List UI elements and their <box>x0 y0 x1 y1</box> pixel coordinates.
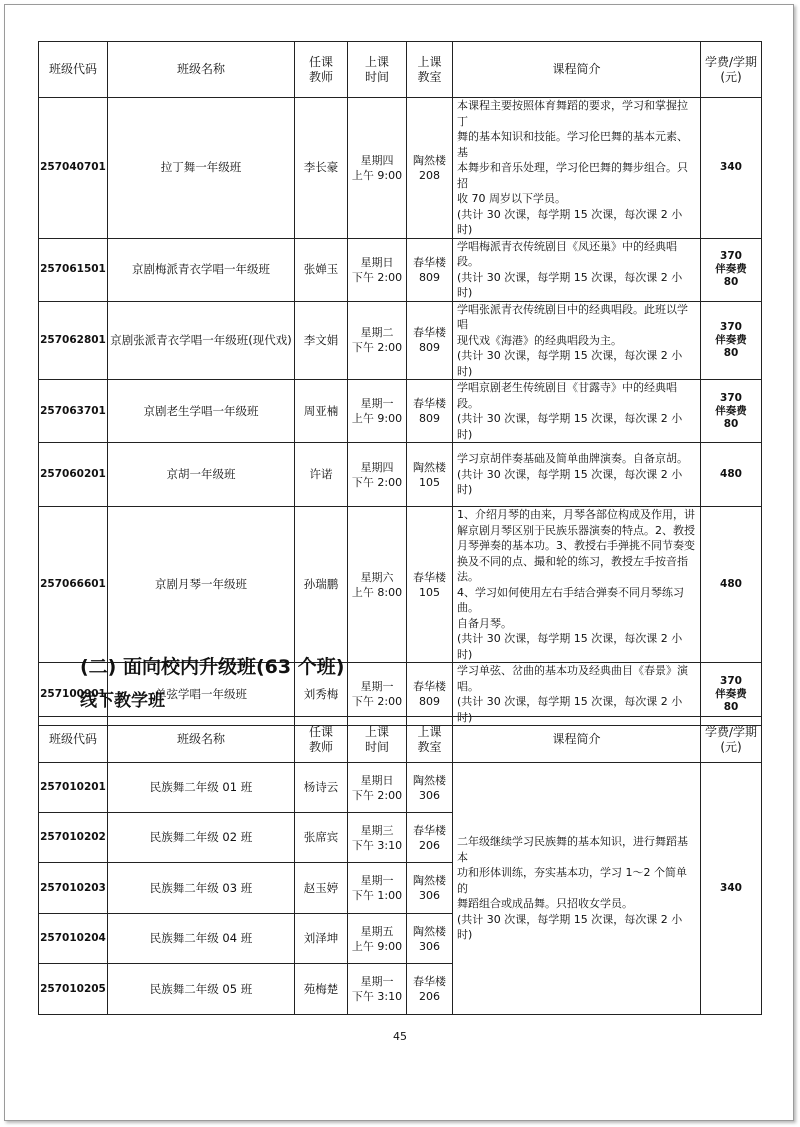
course-description: 学习单弦、岔曲的基本功及经典曲目《春景》演唱。 (共计 30 次课，每学期 15 次课，每次课 2 小时) <box>453 663 701 726</box>
class-room: 陶然楼 306 <box>407 863 453 914</box>
class-room: 陶然楼 306 <box>407 914 453 964</box>
class-code: 257010203 <box>39 863 108 914</box>
tuition-fee: 370 伴奏费 80 <box>701 380 762 443</box>
header-teacher: 任课 教师 <box>295 717 348 763</box>
header-code: 班级代码 <box>39 717 108 763</box>
class-room: 春华楼 206 <box>407 964 453 1015</box>
class-name: 民族舞二年级 01 班 <box>108 763 295 813</box>
class-room: 春华楼 206 <box>407 813 453 863</box>
header-name: 班级名称 <box>108 717 295 763</box>
course-description: 学唱梅派青衣传统剧目《凤还巢》中的经典唱段。 (共计 30 次课，每学期 15 次课，每次课 2 小时) <box>453 238 701 301</box>
class-name: 京剧张派青衣学唱一年级班(现代戏) <box>108 301 295 380</box>
class-name: 民族舞二年级 05 班 <box>108 964 295 1015</box>
tuition-fee: 370 伴奏费 80 <box>701 301 762 380</box>
header-teacher: 任课 教师 <box>295 42 348 98</box>
class-room: 春华楼 809 <box>407 238 453 301</box>
teacher-name: 李长豪 <box>295 98 348 239</box>
class-time: 星期日 下午 2:00 <box>348 238 407 301</box>
header-desc: 课程简介 <box>453 717 701 763</box>
teacher-name: 周亚楠 <box>295 380 348 443</box>
table-row <box>39 380 762 443</box>
header-room: 上课 教室 <box>407 717 453 763</box>
class-time: 星期五 上午 9:00 <box>348 914 407 964</box>
class-time: 星期一 下午 1:00 <box>348 863 407 914</box>
class-room: 陶然楼 105 <box>407 443 453 507</box>
header-name: 班级名称 <box>108 42 295 98</box>
class-time: 星期一 下午 3:10 <box>348 964 407 1015</box>
class-code: 257061501 <box>39 238 108 301</box>
class-name: 民族舞二年级 02 班 <box>108 813 295 863</box>
course-description: 二年级继续学习民族舞的基本知识，进行舞蹈基本 功和形体训练，夯实基本功，学习 1～2 个简单的 舞蹈组合或成品舞。只招收女学员。 (共计 30 次课，每学期 15 次课，每次课 2 小时) <box>453 763 701 1015</box>
class-time: 星期三 下午 3:10 <box>348 813 407 863</box>
header-room: 上课 教室 <box>407 42 453 98</box>
course-table-2 <box>38 716 762 1015</box>
class-time: 星期六 上午 8:00 <box>348 507 407 663</box>
class-room: 春华楼 809 <box>407 380 453 443</box>
table-row <box>39 301 762 380</box>
table-row <box>39 443 762 507</box>
class-code: 257063701 <box>39 380 108 443</box>
class-code: 257060201 <box>39 443 108 507</box>
course-description: 学唱张派青衣传统剧目中的经典唱段。此班以学唱 现代戏《海港》的经典唱段为主。 (共计 30 次课，每学期 15 次课，每次课 2 小时) <box>453 301 701 380</box>
class-room: 春华楼 809 <box>407 301 453 380</box>
class-time: 星期一 上午 9:00 <box>348 380 407 443</box>
teacher-name: 赵玉婷 <box>295 863 348 914</box>
class-code: 257010202 <box>39 813 108 863</box>
class-name: 京剧月琴一年级班 <box>108 507 295 663</box>
class-time: 星期四 上午 9:00 <box>348 98 407 239</box>
class-code: 257010205 <box>39 964 108 1015</box>
class-code: 257040701 <box>39 98 108 239</box>
class-code: 257066601 <box>39 507 108 663</box>
tuition-fee: 480 <box>701 507 762 663</box>
course-description: 学唱京剧老生传统剧目《甘露寺》中的经典唱段。 (共计 30 次课，每学期 15 次课，每次课 2 小时) <box>453 380 701 443</box>
teacher-name: 苑梅楚 <box>295 964 348 1015</box>
class-time: 星期二 下午 2:00 <box>348 301 407 380</box>
course-table-1 <box>38 41 762 726</box>
class-name: 京剧梅派青衣学唱一年级班 <box>108 238 295 301</box>
header-fee: 学费/学期 (元) <box>701 717 762 763</box>
tuition-fee: 480 <box>701 443 762 507</box>
teacher-name: 刘秀梅 <box>295 663 348 726</box>
class-time: 星期日 下午 2:00 <box>348 763 407 813</box>
course-description: 学习京胡伴奏基础及简单曲牌演奏。自备京胡。 (共计 30 次课，每学期 15 次课，每次课 2 小时) <box>453 443 701 507</box>
class-room: 春华楼 809 <box>407 663 453 726</box>
table-row <box>39 763 762 813</box>
table-row <box>39 98 762 239</box>
class-time: 星期四 下午 2:00 <box>348 443 407 507</box>
header-code: 班级代码 <box>39 42 108 98</box>
class-code: 257100901 <box>39 663 108 726</box>
class-room: 陶然楼 208 <box>407 98 453 239</box>
class-name: 拉丁舞一年级班 <box>108 98 295 239</box>
teacher-name: 许诺 <box>295 443 348 507</box>
class-room: 春华楼 105 <box>407 507 453 663</box>
class-room: 陶然楼 306 <box>407 763 453 813</box>
tuition-fee: 370 伴奏费 80 <box>701 663 762 726</box>
header-time: 上课 时间 <box>348 42 407 98</box>
teacher-name: 刘泽坤 <box>295 914 348 964</box>
header-desc: 课程简介 <box>453 42 701 98</box>
class-name: 民族舞二年级 04 班 <box>108 914 295 964</box>
table-row <box>39 238 762 301</box>
tuition-fee: 340 <box>701 763 762 1015</box>
course-description: 1、介绍月琴的由来，月琴各部位构成及作用，讲 解京剧月琴区别于民族乐器演奏的特点。2、教授 月琴弹奏的基本功。3、教授右手弹挑不同节奏变 换及不同的点、撮和轮的练习，教授左手按音指法。 4、学习如何使用左右手结合弹奏不同月琴练习曲。 自备月琴。 (共计 30 次课，每学期 15 次课，每次课 2 小时) <box>453 507 701 663</box>
teacher-name: 杨诗云 <box>295 763 348 813</box>
class-name: 民族舞二年级 03 班 <box>108 863 295 914</box>
header-time: 上课 时间 <box>348 717 407 763</box>
class-code: 257010204 <box>39 914 108 964</box>
class-name: 京胡一年级班 <box>108 443 295 507</box>
teacher-name: 张席宾 <box>295 813 348 863</box>
table-row <box>39 507 762 663</box>
teacher-name: 张婵玉 <box>295 238 348 301</box>
header-fee: 学费/学期 (元) <box>701 42 762 98</box>
page-number: 45 <box>393 1030 407 1043</box>
header-row <box>39 42 762 98</box>
course-description: 本课程主要按照体育舞蹈的要求，学习和掌握拉丁 舞的基本知识和技能。学习伦巴舞的基本元素、基 本舞步和音乐处理，学习伦巴舞的舞步组合。只招 收 70 周岁以下学员。 (共计 30 次课，每学期 15 次课，每次课 2 小时) <box>453 98 701 239</box>
sub-title: 线下教学班 <box>80 691 165 711</box>
class-time: 星期一 下午 2:00 <box>348 663 407 726</box>
teacher-name: 李文娟 <box>295 301 348 380</box>
teacher-name: 孙瑞鹏 <box>295 507 348 663</box>
tuition-fee: 340 <box>701 98 762 239</box>
section-title: (二) 面向校内升级班(63 个班) <box>80 656 345 678</box>
header-row <box>39 717 762 763</box>
class-name: 京剧老生学唱一年级班 <box>108 380 295 443</box>
class-code: 257062801 <box>39 301 108 380</box>
class-name: 单弦学唱一年级班 <box>108 663 295 726</box>
tuition-fee: 370 伴奏费 80 <box>701 238 762 301</box>
class-code: 257010201 <box>39 763 108 813</box>
